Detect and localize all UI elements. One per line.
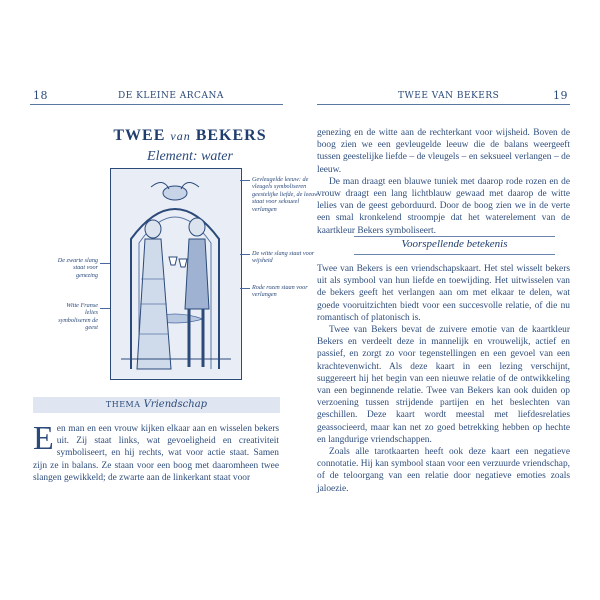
- white-snake-leader: [240, 254, 250, 255]
- cup-left: [169, 257, 177, 265]
- thema-label: THEMA: [105, 400, 144, 409]
- right-top-paragraph-2: De man draagt een blauwe tuniek met daarop rode rozen en de vrouw draagt een lang lichtblauw gewaad met daarop de witte lelies van de geest geborduurd. Door de boog zien we in de verte een smal kronkelend stroompje dat het waterelement van de kaartkleur Bekers symboliseert.: [317, 176, 570, 236]
- thema-value: Vriendschap: [143, 399, 208, 410]
- left-body-paragraph: en man en een vrouw kijken elkaar aan en wisselen bekers uit. Zij staat links, wat gevoeligheid en creativiteit symboliseert, en hij rechts, wat voor actie staat. Samen zijn ze in balans. Ze staan voor een boog met daaromheen twee slangen gewikkeld; de zwarte aan de linkerkant staat voor: [33, 424, 279, 483]
- left-page-number: 18: [33, 89, 48, 102]
- right-page-number: 19: [553, 89, 568, 102]
- right-bottom-paragraph-1: Twee van Bekers is een vriendschapskaart. Het stel wisselt bekers uit als symbool van hun liefde en toewijding. Het uitwisselen van de bekers geeft het verlangen aan om met elkaar te delen, wat goede vooruitzichten biedt voor een succesvolle relatie, of die nu romantisch of platonisch is.: [317, 264, 570, 323]
- cup-right: [179, 259, 187, 267]
- annotation-white-snake: De witte slang staat voor wijsheid: [252, 250, 315, 265]
- lilies-leader: [100, 308, 110, 309]
- card-title: [90, 127, 290, 145]
- section-heading: Voorspellende betekenis: [401, 238, 508, 250]
- tarot-card-illustration: [110, 168, 242, 380]
- man-figure: [189, 218, 205, 236]
- annotation-lion: Gevleugelde leeuw: de vleugels symboliseren geestelijke liefde, de leeuw staat voor seksueel verlangen: [252, 176, 319, 213]
- right-bottom-paragraph-2: Twee van Bekers bevat de zuivere emotie van de kaartkleur Bekers en verdeelt deze in mannelijk en vrouwelijk, actief en passief, en zorgt zo voor tegenstellingen en een gevoel van een krachtevenwicht. Als deze kaart in een lezing verschijnt, suggereert hij het begin van een nieuwe relatie of de ontwikkeling van een beginnende relatie. Twee van Bekers kan ook duiden op verzoening tussen strijdende partijen en het beslechten van geschillen. Deze kaart wordt meestal met liefdesrelaties geassocieerd, maar kan net zo goed betrekking hebben op hechte en langdurige vriendschappen.: [317, 325, 570, 445]
- winged-lion: [163, 186, 187, 200]
- annotation-red-roses: Rode rozen staan voor verlangen: [252, 284, 308, 299]
- annotation-black-snake: De zwarte slang staat voor genezing: [57, 257, 98, 279]
- right-bottom-paragraph-3: Zoals alle tarotkaarten heeft ook deze kaart een negatieve connotatie. Hij kan symbool staan voor een verzuurde vriendschap, of de teloorgang van een relatie door negatieve emoties zoals jaloezie.: [317, 447, 570, 494]
- card-element: Element: water: [147, 149, 233, 164]
- right-header-rule: [317, 104, 570, 105]
- roses-leader: [240, 288, 250, 289]
- left-header-rule: [30, 104, 283, 105]
- card-title-part2: BEKERS: [190, 127, 267, 144]
- woman-figure: [145, 220, 161, 238]
- right-top-paragraph-1: genezing en de witte aan de rechterkant voor wijsheid. Boven de boog zien we een gevleugelde leeuw die de balans weergeeft tussen geestelijke liefde – de vleugels – en seksueel verlangen – de leeuw.: [317, 128, 570, 175]
- lion-leader: [240, 180, 250, 181]
- section-rule-top: [354, 236, 555, 237]
- card-title-connector: van: [170, 129, 191, 143]
- right-bottom-text: [317, 263, 570, 495]
- thema-band: [33, 397, 280, 413]
- annotation-lilies: Witte Franse lelies symboliseren de geest: [58, 302, 98, 332]
- card-title-part1: TWEE: [113, 127, 171, 144]
- right-top-text: [317, 127, 570, 237]
- right-running-title: TWEE VAN BEKERS: [398, 91, 500, 101]
- section-rule-bottom: [354, 254, 555, 255]
- black-snake-leader: [100, 263, 110, 264]
- drop-cap: E: [33, 420, 54, 457]
- left-running-title: DE KLEINE ARCANA: [118, 91, 224, 101]
- card-artwork: [111, 169, 240, 378]
- left-body-text: [33, 420, 279, 484]
